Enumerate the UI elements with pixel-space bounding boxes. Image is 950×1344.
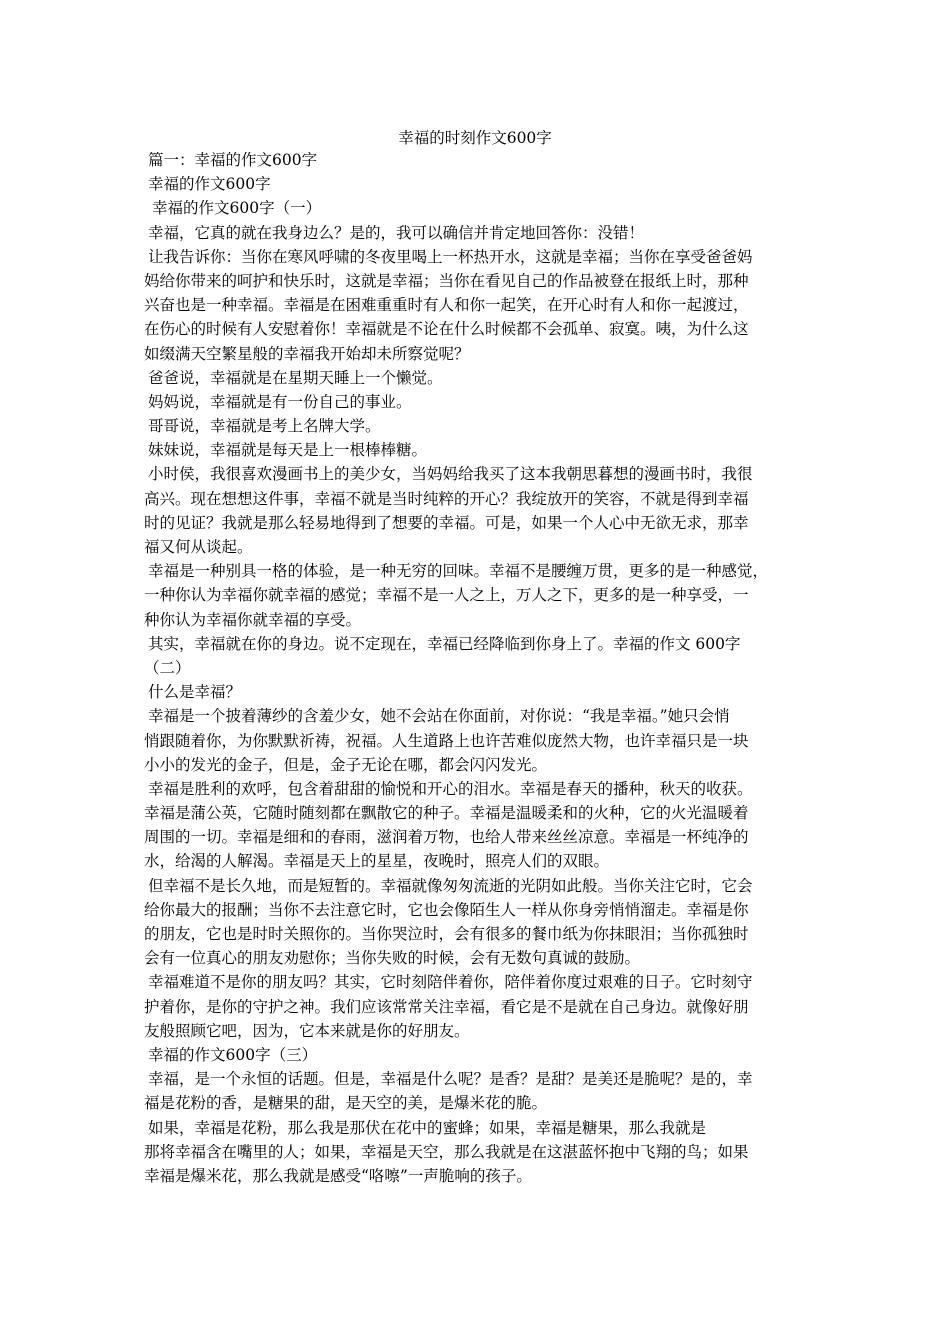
- text-line: 幸福是胜利的欢呼，包含着甜甜的愉悦和开心的泪水。幸福是春天的播种，秋天的收获。: [148, 779, 753, 798]
- text-line: 在伤心的时候有人安慰着你！幸福就是不论在什么时候都不会孤单、寂寞。咦，为什么这: [144, 320, 749, 339]
- document-title: 幸福的时刻作文600字: [398, 129, 552, 147]
- document-body: [144, 148, 812, 1188]
- text-line: 小时侯，我很喜欢漫画书上的美少女，当妈妈给我买了这本我朝思暮想的漫画书时，我很: [148, 465, 753, 484]
- text-line: 幸福的作文600字（一）: [152, 199, 322, 218]
- text-line: 什么是幸福？: [148, 683, 242, 702]
- text-line: 悄跟随着你，为你默默祈祷，祝福。人生道路上也许苦难似庞然大物，也许幸福只是一块: [144, 731, 749, 750]
- text-line: 幸福，是一个永恒的话题。但是，幸福是什么呢？是香？是甜？是美还是脆呢？是的，幸: [148, 1070, 753, 1089]
- text-line: 兴奋也是一种幸福。幸福是在困难重重时有人和你一起笑，在开心时有人和你一起渡过，: [144, 296, 749, 315]
- text-line: （二）: [144, 658, 191, 677]
- text-line: 高兴。现在想想这件事，幸福不就是当时纯粹的开心？我绽放开的笑容，不就是得到幸福: [144, 489, 749, 508]
- text-line: 其实，幸福就在你的身边。说不定现在，幸福已经降临到你身上了。幸福的作文 600字: [148, 634, 741, 653]
- text-line: 那将幸福含在嘴里的人；如果，幸福是天空，那么我就是在这湛蓝怀抱中飞翔的鸟；如果: [144, 1142, 749, 1161]
- text-line: 水，给渴的人解渴。幸福是天上的星星，夜晚时，照亮人们的双眼。: [144, 852, 610, 871]
- text-line: 幸福是蒲公英，它随时随刻都在飘散它的种子。幸福是温暖柔和的火种，它的火光温暖着: [144, 804, 749, 823]
- text-line: 福是花粉的香，是糖果的甜，是天空的美，是爆米花的脆。: [144, 1094, 548, 1113]
- text-line: 护着你，是你的守护之神。我们应该常常关注幸福，看它是不是就在自己身边。就像好朋: [144, 997, 749, 1016]
- text-line: 给你最大的报酬；当你不去注意它时，它也会像陌生人一样从你身旁悄悄溜走。幸福是你: [144, 900, 749, 919]
- text-line: 篇一：幸福的作文600字: [148, 151, 318, 169]
- text-line: 妹妹说，幸福就是每天是上一根棒棒糖。: [148, 441, 428, 460]
- text-line: 幸福是一个披着薄纱的含羞少女，她不会站在你面前，对你说：“我是幸福。”她只会悄: [148, 707, 730, 726]
- text-line: 友般照顾它吧，因为，它本来就是你的好朋友。: [144, 1021, 470, 1040]
- text-line: 让我告诉你：当你在寒风呼啸的冬夜里喝上一杯热开水，这就是幸福；当你在享受爸爸妈: [148, 247, 753, 266]
- text-line: 种你认为幸福你就幸福的享受。: [144, 610, 362, 629]
- text-line: 的朋友，它也是时时关照你的。当你哭泣时，会有很多的餐巾纸为你抹眼泪；当你孤独时: [144, 925, 749, 943]
- text-line: 福又何从谈起。: [144, 538, 253, 556]
- text-line: 但幸福不是长久地，而是短暂的。幸福就像匆匆流逝的光阴如此般。当你关注它时，它会: [148, 876, 753, 895]
- text-line: 如缀满天空繁星般的幸福我开始却未所察觉呢？: [144, 344, 470, 363]
- text-line: 妈妈说，幸福就是有一份自己的事业。: [148, 392, 412, 411]
- text-line: 幸福，它真的就在我身边么？是的，我可以确信并肯定地回答你：没错！: [148, 223, 645, 242]
- text-line: 会有一位真心的朋友劝慰你；当你失败的时候，会有无数句真诚的鼓励。: [144, 949, 641, 968]
- text-line: 幸福难道不是你的朋友吗？其实，它时刻陪伴着你，陪伴着你度过艰难的日子。它时刻守: [148, 973, 753, 992]
- text-line: 幸福的作文600字（三）: [148, 1045, 318, 1064]
- text-line: 小小的发光的金子，但是，金子无论在哪，都会闪闪发光。: [144, 755, 548, 774]
- text-line: 如果，幸福是花粉，那么我是那伏在花中的蜜蜂；如果，幸福是糖果，那么我就是: [148, 1118, 707, 1137]
- text-line: 幸福的作文600字: [148, 175, 271, 194]
- text-line: 一种你认为幸福你就幸福的感觉；幸福不是一人之上，万人之下，更多的是一种享受，一: [144, 586, 749, 605]
- text-line: 时的见证？我就是那么轻易地得到了想要的幸福。可是，如果一个人心中无欲无求，那幸: [144, 513, 749, 532]
- text-line: 妈给你带来的呵护和快乐时，这就是幸福；当你在看见自己的作品被登在报纸上时，那种: [144, 271, 749, 290]
- text-line: 周围的一切。幸福是细和的春雨，滋润着万物，也给人带来丝丝凉意。幸福是一杯纯净的: [144, 828, 749, 847]
- text-line: 幸福是一种别具一格的体验，是一种无穷的回味。幸福不是腰缠万贯，更多的是一种感觉，: [148, 562, 769, 581]
- text-line: 幸福是爆米花，那么我就是感受“咯嚓”一声脆响的孩子。: [144, 1166, 532, 1185]
- text-line: 哥哥说，幸福就是考上名牌大学。: [148, 417, 381, 436]
- text-line: 爸爸说，幸福就是在星期天睡上一个懒觉。: [148, 368, 443, 387]
